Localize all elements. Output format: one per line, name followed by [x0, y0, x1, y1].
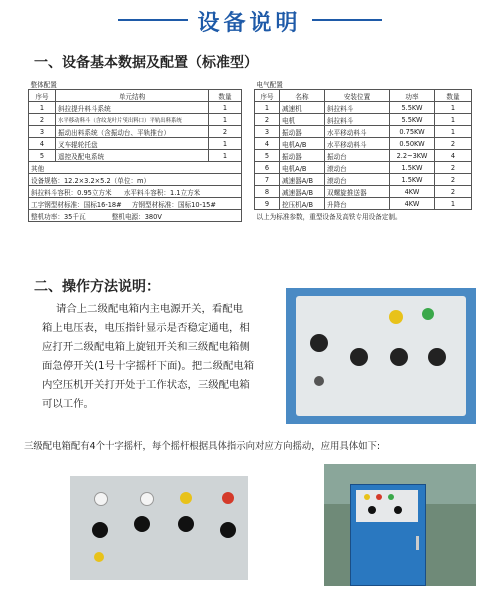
table-row	[29, 150, 242, 162]
cell: 水平移动料斗（含纹龙叶片및出料口）平轨出料系统	[56, 114, 209, 126]
paragraph-line: 面急停开关(1号十字摇杆下面)。把二级配电箱	[42, 360, 255, 372]
section-1-heading: 一、设备基本数据及配置（标准型）	[34, 55, 258, 71]
cell: 振动器	[280, 126, 325, 138]
cell: 2	[255, 114, 280, 126]
overall-config-table	[28, 78, 242, 222]
cell: 1	[209, 114, 242, 126]
cell: 0.75KW	[390, 126, 435, 138]
cabinet-handle-icon	[416, 536, 419, 550]
electrical-config-table	[254, 78, 472, 221]
cell: 8	[255, 186, 280, 198]
cell: 3	[29, 126, 56, 138]
cell: 6	[255, 162, 280, 174]
cell: 7	[255, 174, 280, 186]
right-header-power: 功率	[390, 90, 435, 102]
cell: 2.2~3KW	[390, 150, 435, 162]
white-lamp	[140, 492, 154, 506]
cell: 0.50KW	[390, 138, 435, 150]
cell: 4KW	[390, 198, 435, 210]
operation-paragraph	[42, 300, 282, 414]
cell: 1.5KW	[390, 162, 435, 174]
spec-level-hopper: 水平料斗容积：1.1立方米	[123, 188, 201, 197]
joystick-paragraph: 三级配电箱配有4个十字摇杆，每个摇杆根据具体指示向对应方向摇动，应用具体如下:	[24, 441, 381, 452]
cell: 斜拉料斗	[325, 114, 390, 126]
right-header-location: 安装位置	[325, 90, 390, 102]
cell: 振动台	[325, 150, 390, 162]
green-lamp	[422, 308, 434, 320]
cell: 减速机	[280, 102, 325, 114]
cell: 电机A/B	[280, 138, 325, 150]
cell: 3	[255, 126, 280, 138]
other-label: 其他	[29, 162, 242, 174]
electrical-cabinet-photo	[324, 464, 476, 586]
table-row	[255, 174, 472, 186]
cell: 遥控及配电系统	[56, 150, 209, 162]
right-header-name: 名称	[280, 90, 325, 102]
cell: 1	[435, 102, 472, 114]
cell: 2	[29, 114, 56, 126]
cell: 5.5KW	[390, 102, 435, 114]
cell: 1	[255, 102, 280, 114]
cell: 2	[435, 138, 472, 150]
joystick-panel-photo	[70, 476, 248, 580]
spec-size: 设备规格：12.2×3.2×5.2（单位：m）	[29, 174, 242, 186]
cell: 1	[29, 102, 56, 114]
cell: 5	[255, 150, 280, 162]
table-row	[255, 138, 472, 150]
cell: 挖压机A/B	[280, 198, 325, 210]
cell: 2	[435, 162, 472, 174]
control-panel-photo-1	[286, 288, 476, 424]
cell: 升降台	[325, 198, 390, 210]
cell: 滚动台	[325, 162, 390, 174]
cell: 1	[435, 114, 472, 126]
cell: 水平移动料斗	[325, 138, 390, 150]
cell: 振动器	[280, 150, 325, 162]
cell: 1	[209, 138, 242, 150]
cell: 1.5KW	[390, 174, 435, 186]
table-row	[29, 114, 242, 126]
joystick-icon	[394, 506, 402, 514]
cell: 2	[435, 186, 472, 198]
red-lamp	[376, 494, 382, 500]
joystick-icon	[178, 516, 194, 532]
cell: 5.5KW	[390, 114, 435, 126]
cell: 4	[29, 138, 56, 150]
spec-steel	[29, 198, 242, 210]
paragraph-line: 箱上电压表，电压指针显示是否稳定通电，相	[42, 322, 250, 334]
spec-square-steel: 方钢型材标准：国标10-15#	[131, 200, 216, 209]
yellow-lamp	[364, 494, 370, 500]
spec-power	[29, 210, 242, 222]
table-row	[255, 102, 472, 114]
cell: 减速器A/B	[280, 174, 325, 186]
left-header-no: 序号	[29, 90, 56, 102]
right-header-no: 序号	[255, 90, 280, 102]
left-header-qty: 数量	[209, 90, 242, 102]
paragraph-line: 可以工作。	[42, 398, 94, 410]
cell: 双螺旋推送器	[325, 186, 390, 198]
joystick-base-icon	[314, 376, 324, 386]
paragraph-line: 应打开二级配电箱上旋钮开关和三级配电箱侧	[42, 341, 250, 353]
left-table-caption: 整体配置	[29, 78, 242, 90]
joystick-icon	[310, 334, 328, 352]
table-row	[255, 126, 472, 138]
spec-ibeam: 工字钢型材标准：国标16-18#	[31, 200, 122, 209]
spec-power-supply: 整机电源：380V	[111, 212, 162, 221]
spec-total-power: 整机功率：35千瓦	[31, 212, 86, 221]
joystick-icon	[368, 506, 376, 514]
table-row	[29, 138, 242, 150]
page-title: 设备说明	[197, 11, 302, 36]
joystick-icon	[134, 516, 150, 532]
red-lamp	[222, 492, 234, 504]
cell: 水平移动料斗	[325, 126, 390, 138]
cell: 4	[435, 150, 472, 162]
spec-incline-hopper: 斜拉料斗容积：0.95立方米	[31, 188, 112, 197]
table-row	[255, 198, 472, 210]
paragraph-line: 内空压机开关打开处于工作状态，三级配电箱	[42, 379, 250, 391]
cell: 1	[435, 126, 472, 138]
joystick-icon	[428, 348, 446, 366]
cell: 减速器A/B	[280, 186, 325, 198]
spec-hopper	[29, 186, 242, 198]
cell: 9	[255, 198, 280, 210]
cell: 振动出料系统（含振动台、平轨推台）	[56, 126, 209, 138]
cell: 2	[435, 174, 472, 186]
cell: 电机A/B	[280, 162, 325, 174]
table-row	[255, 114, 472, 126]
cell: 1	[435, 198, 472, 210]
left-header-unit: 单元结构	[56, 90, 209, 102]
joystick-icon	[92, 522, 108, 538]
cell: 叉车辊轮托盘	[56, 138, 209, 150]
yellow-lamp	[389, 310, 403, 324]
joystick-icon	[390, 348, 408, 366]
yellow-lamp	[94, 552, 104, 562]
cell: 2	[209, 126, 242, 138]
cell: 滚动台	[325, 174, 390, 186]
cell: 5	[29, 150, 56, 162]
table-row	[255, 186, 472, 198]
cell: 4KW	[390, 186, 435, 198]
cell: 4	[255, 138, 280, 150]
joystick-icon	[220, 522, 236, 538]
cell: 电机	[280, 114, 325, 126]
white-lamp	[94, 492, 108, 506]
section-2-heading: 二、操作方法说明：	[34, 279, 160, 295]
paragraph-line: 请合上二级配电箱内主电源开关，看配电	[56, 303, 244, 315]
green-lamp	[388, 494, 394, 500]
cell: 1	[209, 102, 242, 114]
right-table-caption: 电气配置	[255, 78, 472, 90]
cell: 斜拉料斗	[325, 102, 390, 114]
right-header-qty: 数量	[435, 90, 472, 102]
table-row	[255, 162, 472, 174]
cell: 1	[209, 150, 242, 162]
joystick-icon	[350, 348, 368, 366]
table-row	[29, 102, 242, 114]
cell: 斜拉提升料斗系统	[56, 102, 209, 114]
right-table-note: 以上为标准参数，重型设备及高铁专用设备定制。	[256, 212, 402, 221]
table-row	[255, 150, 472, 162]
yellow-lamp	[180, 492, 192, 504]
table-row	[29, 126, 242, 138]
